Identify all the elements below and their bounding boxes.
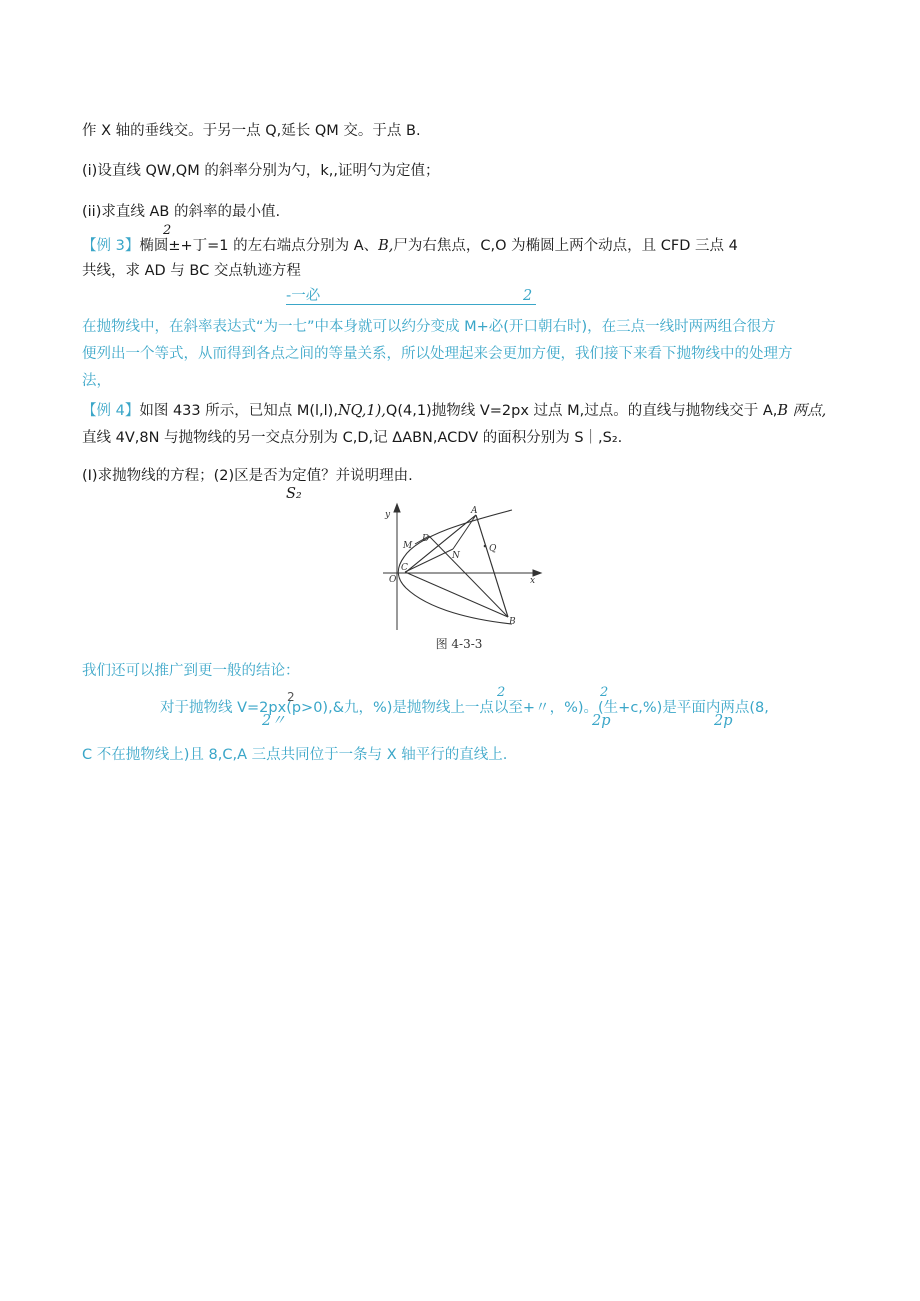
fraction-bar bbox=[286, 304, 536, 305]
question-line: (I)求抛物线的方程；(2)区是否为定值？并说明理由. bbox=[82, 468, 413, 484]
example-4-text-d: B 两点, bbox=[777, 403, 827, 419]
general-intro: 我们还可以推广到更一般的结论： bbox=[82, 663, 300, 679]
label-d: D bbox=[422, 534, 430, 544]
example-4-text-a: 如图 433 所示，已知点 M(l,l), bbox=[139, 403, 338, 419]
commentary-line-2: 便列出一个等式，从而得到各点之间的等量关系，所以处理起来会更加方便，我们接下来看下抛物线中的处理方 bbox=[82, 346, 793, 362]
commentary-line-3: 法， bbox=[82, 373, 111, 389]
label-q: Q bbox=[489, 544, 497, 554]
example-3 bbox=[82, 237, 738, 255]
g2-superscript-2: 2 bbox=[497, 685, 506, 700]
fraction-two: 2 bbox=[523, 288, 533, 304]
label-y: y bbox=[385, 510, 391, 520]
example-4-text-b: NQ,1), bbox=[337, 403, 386, 419]
example-4 bbox=[82, 402, 826, 420]
g2-superscript-1: 2 bbox=[287, 690, 295, 704]
commentary-line-1: 在抛物线中，在斜率表达式“为一七”中本身就可以约分变成 M+必(开口朝右时)，在三点一线时两两组合很方 bbox=[82, 319, 776, 335]
general-conclusion: C 不在抛物线上)且 8,C,A 三点共同位于一条与 X 轴平行的直线上. bbox=[82, 747, 508, 763]
ex3-superscript: 2 bbox=[163, 223, 172, 238]
text-line-1: 作 X 轴的垂线交。于另一点 Q,延长 QM 交。于点 B. bbox=[82, 123, 421, 139]
label-x: x bbox=[530, 576, 536, 586]
line-na bbox=[453, 515, 476, 549]
label-n: N bbox=[452, 551, 460, 561]
line-cn bbox=[405, 549, 453, 572]
g2-superscript-3: 2 bbox=[600, 685, 609, 700]
line-cb bbox=[405, 572, 508, 617]
example-3-text-b: B, bbox=[378, 238, 394, 254]
line-ab bbox=[476, 515, 508, 617]
example-3-text-a: 椭圆±+丁=1 的左右端点分别为 A、 bbox=[139, 238, 379, 254]
g2-subscript-1: 2〃 bbox=[262, 713, 286, 729]
label-b: B bbox=[509, 617, 516, 627]
example-4-tag: 【例 4】 bbox=[82, 403, 140, 419]
text-line-2: (i)设直线 QW,QM 的斜率分别为勺，k,,证明勺为定值； bbox=[82, 163, 440, 179]
text-line-3: (ii)求直线 AB 的斜率的最小值. bbox=[82, 204, 281, 220]
general-statement: 对于抛物线 V=2px(p>0),&九，%)是抛物线上一点以至+〃，%)。(生+c,%)是平面内两点(8, bbox=[160, 700, 769, 716]
y-axis-arrow bbox=[394, 504, 400, 512]
example-4-line-2: 直线 4V,8N 与抛物线的另一交点分别为 C,D,记 ΔABN,ACDV 的面积分别为 S｜,S₂. bbox=[82, 430, 623, 446]
parabola-figure bbox=[379, 502, 544, 652]
fraction-numerator: -一必 bbox=[286, 288, 321, 304]
example-3-line-2: 共线，求 AD 与 BC 交点轨迹方程 bbox=[82, 263, 301, 279]
point-q bbox=[484, 545, 487, 548]
g2-subscript-2: 2p bbox=[592, 713, 611, 729]
label-c: C bbox=[401, 563, 408, 573]
example-3-tag: 【例 3】 bbox=[82, 238, 140, 254]
example-4-text-c: Q(4,1)抛物线 V=2px 过点 M,过点。的直线与抛物线交于 A, bbox=[385, 403, 778, 419]
figure-caption: 图 4-3-3 bbox=[435, 637, 483, 651]
label-o: O bbox=[389, 575, 397, 585]
s2-denominator: S₂ bbox=[286, 486, 302, 502]
g2-subscript-3: 2p bbox=[714, 713, 733, 729]
label-a: A bbox=[471, 506, 478, 516]
example-3-text-c: 尸为右焦点，C,O 为椭圆上两个动点，且 CFD 三点 4 bbox=[393, 238, 738, 254]
label-m: M bbox=[403, 541, 413, 551]
